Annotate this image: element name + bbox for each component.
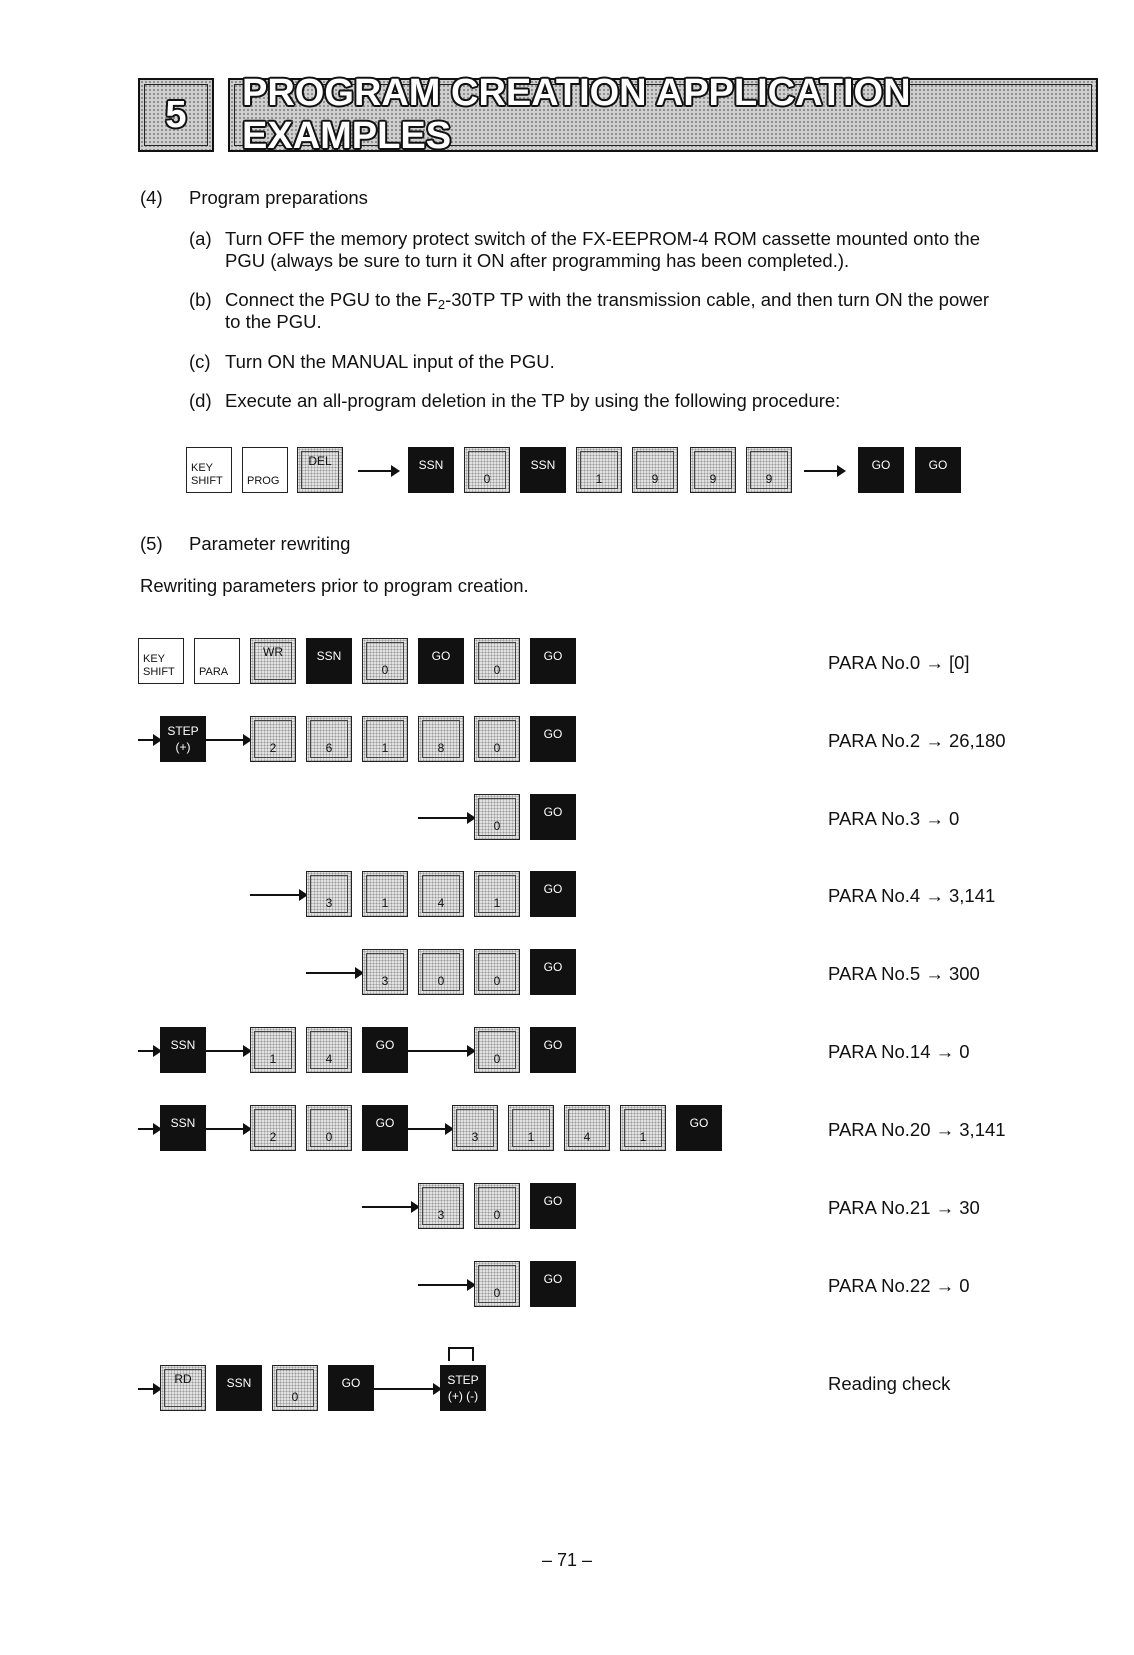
arrow-right-icon [206, 1050, 250, 1052]
item-d-marker: (d) [189, 390, 212, 411]
arrow-right-icon [206, 1128, 250, 1130]
item-a-marker: (a) [189, 228, 212, 249]
digit-1-key: 1 [474, 871, 520, 917]
del-key: DEL [297, 447, 343, 493]
arrow-right-icon [408, 1128, 452, 1130]
digit-9-key: 9 [746, 447, 792, 493]
go-key: GO [858, 447, 904, 493]
arrow-right-icon [138, 1388, 160, 1390]
arrow-right-icon [374, 1388, 440, 1390]
item-c-line: Turn ON the MANUAL input of the PGU. [225, 351, 555, 372]
go-key: GO [328, 1365, 374, 1411]
digit-0-key: 0 [418, 949, 464, 995]
digit-2-key: 2 [250, 716, 296, 762]
go-key: GO [530, 794, 576, 840]
digit-3-key: 3 [362, 949, 408, 995]
digit-0-key: 0 [474, 1027, 520, 1073]
digit-1-key: 1 [250, 1027, 296, 1073]
arrow-right-icon [408, 1050, 474, 1052]
item-a-line-1: Turn OFF the memory protect switch of the FX-EEPROM-4 ROM cassette mounted onto the [225, 228, 980, 249]
digit-0-key: 0 [474, 716, 520, 762]
go-key: GO [676, 1105, 722, 1151]
step-plus-key: STEP (+) [160, 716, 206, 762]
go-key: GO [418, 638, 464, 684]
go-key: GO [530, 871, 576, 917]
item-b-marker: (b) [189, 289, 212, 310]
digit-0-key: 0 [362, 638, 408, 684]
arrow-right-icon [306, 972, 362, 974]
ssn-key: SSN [306, 638, 352, 684]
para-label-3: PARA No.3 → 0 [828, 808, 960, 829]
item-b-line-1: Connect the PGU to the $F_2-30TP$ TP with the transmission cable, and then turn ON the power [225, 289, 990, 312]
digit-1-key: 1 [362, 716, 408, 762]
ssn-key: SSN [408, 447, 454, 493]
chapter-number-box [138, 78, 214, 152]
arrow-right-icon [138, 1128, 160, 1130]
para-label-2: PARA No.2 → 26,180 [828, 730, 1006, 751]
go-key: GO [530, 1183, 576, 1229]
digit-3-key: 3 [418, 1183, 464, 1229]
go-key: GO [362, 1105, 408, 1151]
digit-0-key: 0 [464, 447, 510, 493]
ssn-key: SSN [160, 1027, 206, 1073]
para-label-4: PARA No.4 → 3,141 [828, 885, 996, 906]
digit-9-key: 9 [690, 447, 736, 493]
para-label-21: PARA No.21 → 30 [828, 1197, 980, 1218]
digit-0-key: 0 [474, 1183, 520, 1229]
page-number: – 71 – [541, 1550, 593, 1570]
digit-0-key: 0 [272, 1365, 318, 1411]
para-label-14: PARA No.14 → 0 [828, 1041, 970, 1062]
chapter-title: PROGRAM CREATION APPLICATION EXAMPLES [242, 72, 911, 157]
key-shift-key: KEY SHIFT [186, 447, 232, 493]
item-d-line: Execute an all-program deletion in the TP by using the following procedure: [225, 390, 841, 411]
item-a-line-2: PGU (always be sure to turn it ON after programming has been completed.). [225, 250, 850, 271]
go-key: GO [530, 949, 576, 995]
arrow-right-icon [418, 817, 474, 819]
digit-0-key: 0 [474, 1261, 520, 1307]
arrow-right-icon [358, 470, 398, 472]
digit-4-key: 4 [306, 1027, 352, 1073]
reading-check-label: Reading check [828, 1373, 951, 1394]
arrow-right-icon [138, 739, 160, 741]
arrow-right-icon [250, 894, 306, 896]
go-key: GO [530, 1261, 576, 1307]
digit-0-key: 0 [474, 638, 520, 684]
section-4-title: Program preparations [189, 187, 368, 208]
rd-key: RD [160, 1365, 206, 1411]
para-label-20: PARA No.20 → 3,141 [828, 1119, 1006, 1140]
digit-1-key: 1 [508, 1105, 554, 1151]
digit-6-key: 6 [306, 716, 352, 762]
arrow-right-icon [804, 470, 844, 472]
ssn-key: SSN [160, 1105, 206, 1151]
digit-0-key: 0 [306, 1105, 352, 1151]
digit-3-key: 3 [452, 1105, 498, 1151]
section-5-title: Parameter rewriting [189, 533, 351, 554]
section-5-number: (5) [140, 533, 163, 554]
arrow-right-icon [206, 739, 250, 741]
ssn-key: SSN [216, 1365, 262, 1411]
para-label-22: PARA No.22 → 0 [828, 1275, 970, 1296]
para-label-5: PARA No.5 → 300 [828, 963, 980, 984]
chapter-number: 5 [165, 93, 187, 136]
go-key: GO [915, 447, 961, 493]
prog-key: PROG [242, 447, 288, 493]
loop-back-icon [448, 1347, 474, 1361]
arrow-right-icon [362, 1206, 418, 1208]
digit-3-key: 3 [306, 871, 352, 917]
section-4-number: (4) [140, 187, 163, 208]
go-key: GO [530, 638, 576, 684]
digit-1-key: 1 [362, 871, 408, 917]
digit-4-key: 4 [418, 871, 464, 917]
para-key: PARA [194, 638, 240, 684]
digit-0-key: 0 [474, 794, 520, 840]
arrow-right-icon [138, 1050, 160, 1052]
ssn-key: SSN [520, 447, 566, 493]
digit-0-key: 0 [474, 949, 520, 995]
digit-1-key: 1 [620, 1105, 666, 1151]
section-5-intro: Rewriting parameters prior to program creation. [140, 575, 529, 596]
digit-9-key: 9 [632, 447, 678, 493]
para-label-0: PARA No.0 → [0] [828, 652, 970, 673]
arrow-right-icon [418, 1284, 474, 1286]
go-key: GO [530, 716, 576, 762]
digit-1-key: 1 [576, 447, 622, 493]
wr-key: WR [250, 638, 296, 684]
digit-4-key: 4 [564, 1105, 610, 1151]
go-key: GO [530, 1027, 576, 1073]
item-c-marker: (c) [189, 351, 211, 372]
chapter-title-box [228, 72, 1098, 157]
item-b-line-2: to the PGU. [225, 311, 322, 332]
digit-8-key: 8 [418, 716, 464, 762]
go-key: GO [362, 1027, 408, 1073]
digit-2-key: 2 [250, 1105, 296, 1151]
step-plus-minus-key: STEP (+) (-) [440, 1365, 486, 1411]
key-shift-key: KEY SHIFT [138, 638, 184, 684]
